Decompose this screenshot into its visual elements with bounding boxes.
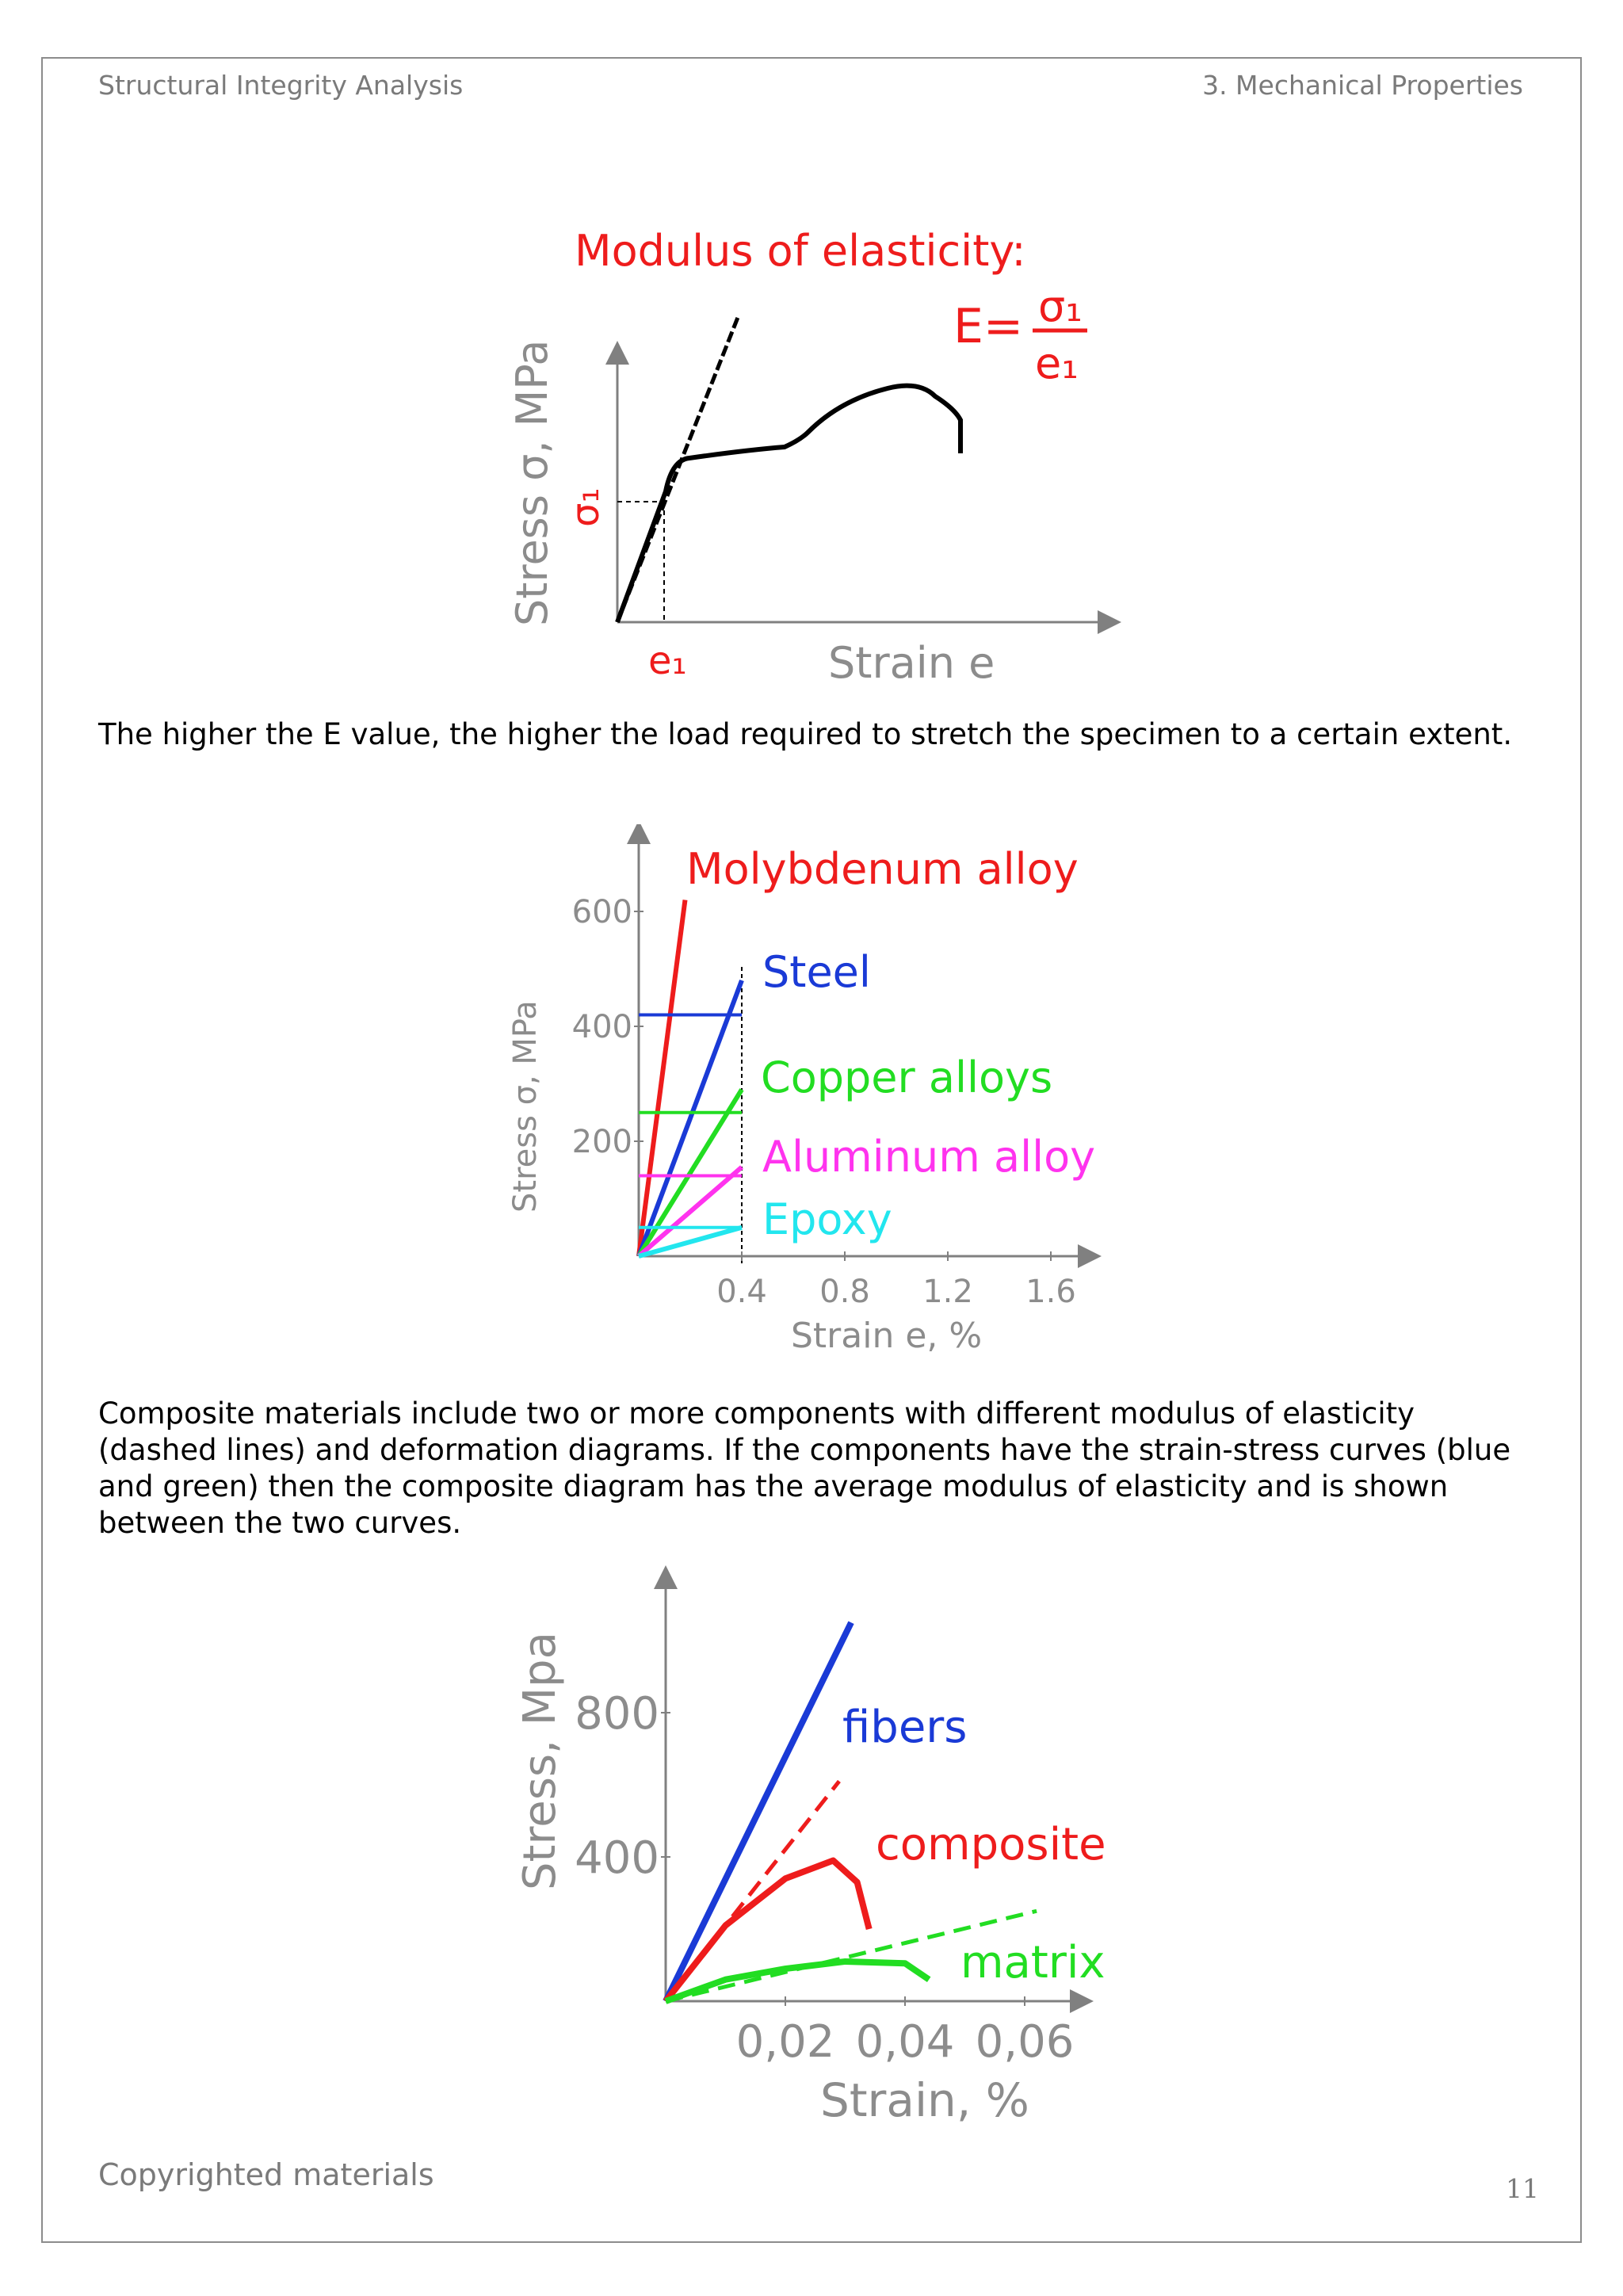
- fig1-title: Modulus of elasticity:: [575, 226, 1026, 276]
- fig2-ytick-label: 400: [571, 1009, 632, 1045]
- fig2-series-label: Steel: [762, 947, 871, 997]
- footer-copyright: Copyrighted materials: [98, 2157, 434, 2192]
- fig3-xtick-label: 0,06: [975, 2016, 1075, 2068]
- header-left: Structural Integrity Analysis: [98, 70, 464, 101]
- fig1-formula-num: σ₁: [1038, 281, 1083, 331]
- fig3-xlabel: Strain, %: [820, 2073, 1029, 2127]
- fig2-xtick-label: 1.2: [922, 1274, 973, 1310]
- fig1-stress-strain-curve: [617, 386, 960, 622]
- figure-modulus-of-elasticity: [491, 214, 1141, 705]
- fig2-xtick-label: 0.8: [819, 1274, 870, 1310]
- fig3-xtick-label: 0,02: [735, 2016, 835, 2068]
- fig2-series-label: Copper alloys: [761, 1052, 1053, 1102]
- fig2-ytick-label: 600: [571, 894, 632, 930]
- header-right: 3. Mechanical Properties: [1202, 70, 1523, 101]
- fig1-formula-lhs: E=: [953, 299, 1024, 354]
- fig2-xlabel: Strain e, %: [791, 1316, 983, 1356]
- page-number: 11: [1506, 2173, 1539, 2204]
- fig1-sigma-label: σ₁: [563, 487, 608, 527]
- fig2-series-line: [639, 900, 685, 1257]
- fig1-formula-den: e₁: [1035, 338, 1079, 388]
- figure-materials-stress-strain: [491, 824, 1109, 1363]
- fig3-series-label: matrix: [960, 1937, 1106, 1988]
- fig2-xtick-label: 0.4: [716, 1274, 767, 1310]
- fig2-series-label: Molybdenum alloy: [686, 844, 1079, 894]
- fig3-series-label: fibers: [842, 1702, 968, 1753]
- fig1-xlabel: Strain e: [828, 638, 995, 688]
- fig1-ylabel: Stress σ, MPa: [507, 339, 557, 626]
- fig2-series-label: Aluminum alloy: [762, 1132, 1096, 1182]
- fig2-xtick-label: 1.6: [1025, 1274, 1076, 1310]
- paragraph-composite: Composite materials include two or more components with different modulus of elasticity (dashed lines) and deformation diagrams. If the components have the strain-stress curves (blue and green) then the composite diagram has the average modulus of elasticity and is shown between the two curves.: [98, 1396, 1511, 1540]
- paragraph-e-value: The higher the E value, the higher the load required to stretch the specimen to a certain extent.: [98, 717, 1513, 751]
- fig3-series-line: [666, 1622, 851, 2001]
- fig1-e-label: e₁: [648, 639, 687, 683]
- fig2-ylabel: Stress σ, MPa: [507, 1000, 544, 1213]
- fig3-ytick-label: 800: [575, 1688, 659, 1740]
- fig3-series-line: [666, 1861, 869, 2001]
- figure-composite-stress-strain: [491, 1561, 1141, 2132]
- fig3-xtick-label: 0,04: [855, 2016, 955, 2068]
- fig3-ytick-label: 400: [575, 1832, 659, 1884]
- fig2-series-label: Epoxy: [762, 1194, 892, 1244]
- fig3-series-label: composite: [876, 1819, 1106, 1870]
- fig3-ylabel: Stress, Mpa: [514, 1632, 566, 1890]
- fig2-ytick-label: 200: [571, 1124, 632, 1160]
